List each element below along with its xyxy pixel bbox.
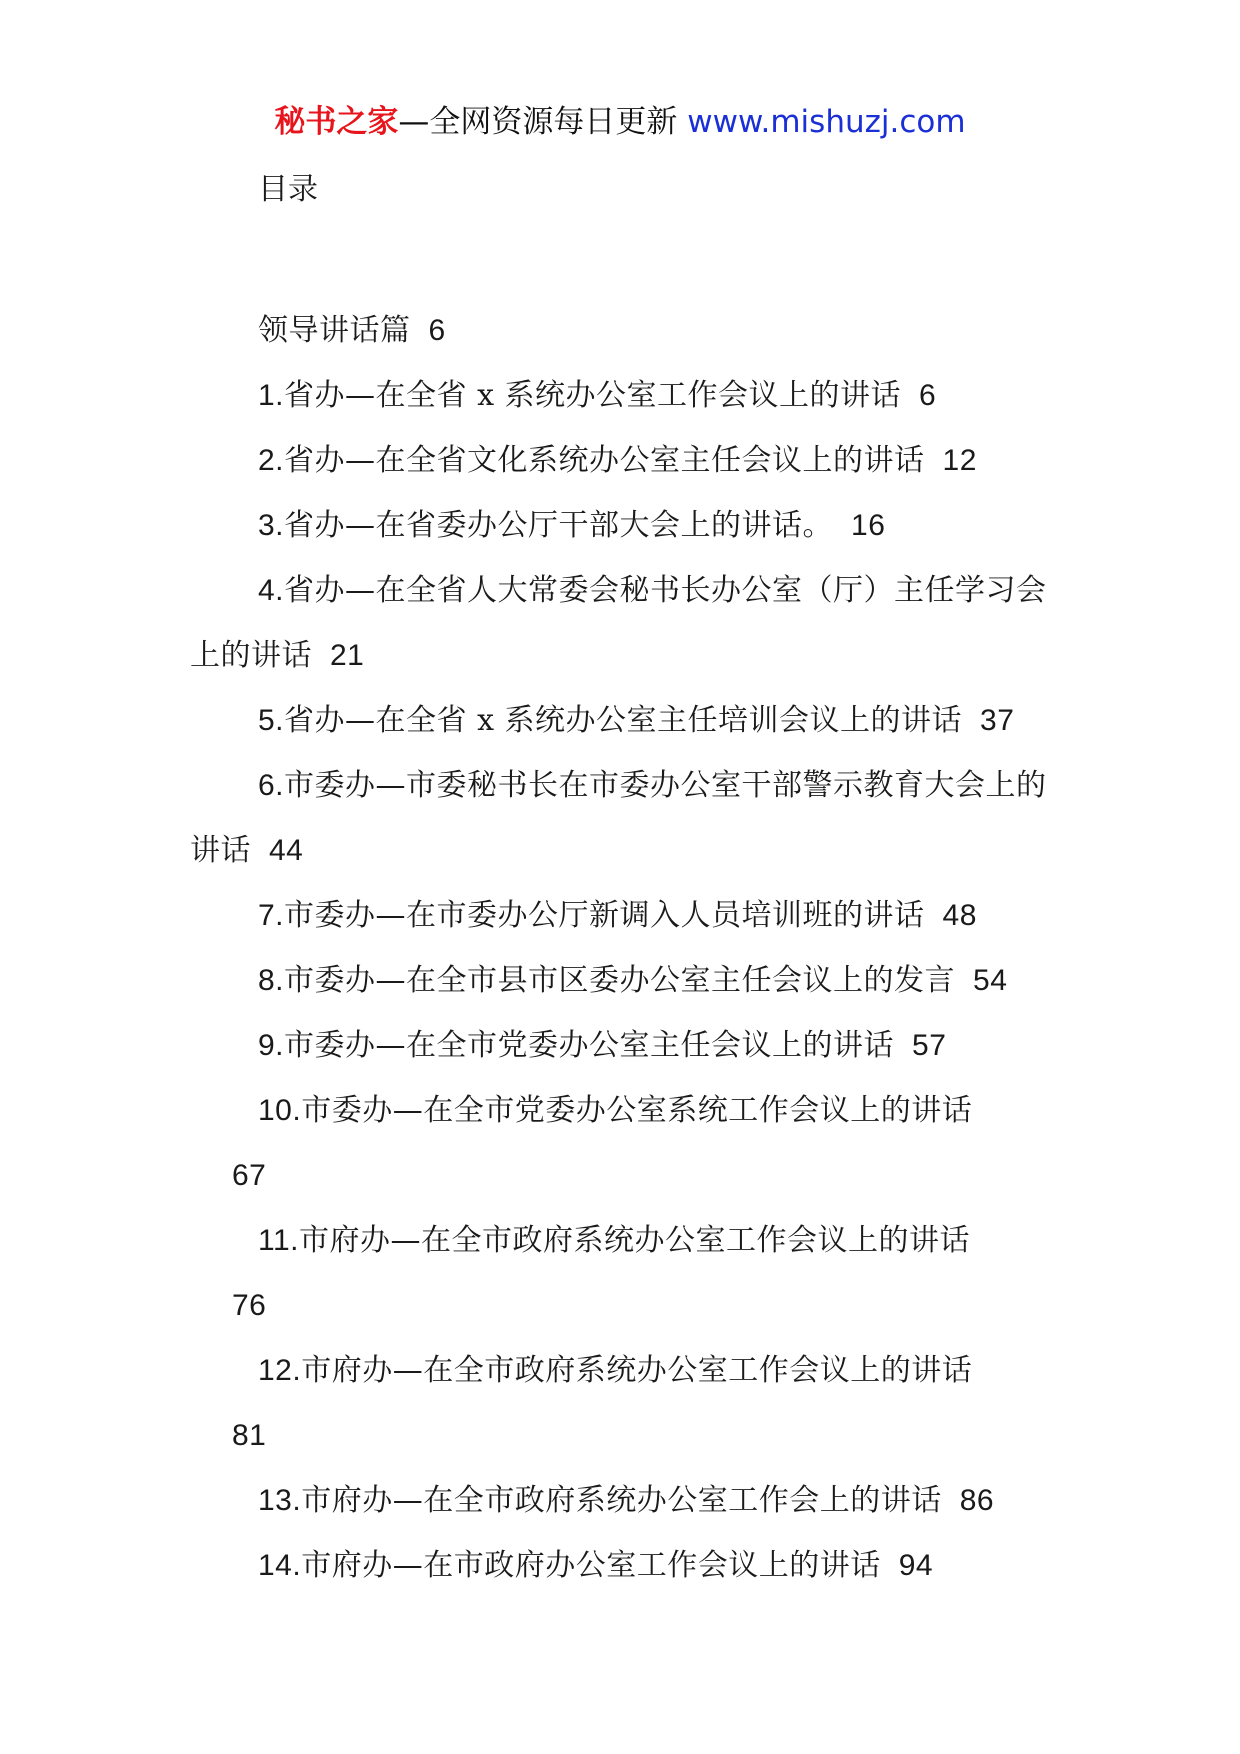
toc-entry-page: 44 xyxy=(269,834,304,867)
toc-entry-number: 5. xyxy=(258,704,285,737)
toc-entry-number: 7. xyxy=(258,899,285,932)
toc-entry-page: 81 xyxy=(232,1419,267,1452)
toc-entry-text: 市委办—在市委办公厅新调入人员培训班的讲话 xyxy=(284,898,925,933)
toc-entry-page: 6 xyxy=(919,379,937,412)
toc-entry-number: 12. xyxy=(258,1354,302,1387)
toc-entry-text: 市府办—在市政府办公室工作会议上的讲话 xyxy=(301,1548,881,1583)
toc-entry-number: 6. xyxy=(258,769,285,802)
toc-entry-text: 市委办—在全市党委办公室系统工作会议上的讲话 xyxy=(301,1093,973,1128)
toc-entry[interactable] xyxy=(190,688,1058,753)
toc-section-label: 领导讲话篇 xyxy=(258,313,411,348)
toc-entry[interactable] xyxy=(190,1013,1058,1078)
toc-entry-text: 省办—在全省 x 系统办公室工作会议上的讲话 xyxy=(284,378,902,413)
toc-entry-page: 76 xyxy=(232,1289,267,1322)
toc-section-heading[interactable] xyxy=(190,298,1058,363)
toc-entry-number: 8. xyxy=(258,964,285,997)
toc-entry-text: 市府办—在全市政府系统办公室工作会议上的讲话 xyxy=(298,1223,970,1258)
toc-entry[interactable] xyxy=(190,428,1058,493)
table-of-contents xyxy=(190,298,1058,1598)
toc-entry-number: 11. xyxy=(258,1224,299,1257)
toc-entry-page: 67 xyxy=(232,1159,267,1192)
toc-entry-text: 市府办—在全市政府系统办公室工作会上的讲话 xyxy=(301,1483,942,1518)
site-slogan: —全网资源每日更新 xyxy=(398,104,678,140)
toc-entry-text: 市委办—在全市县市区委办公室主任会议上的发言 xyxy=(284,963,956,998)
toc-entry[interactable] xyxy=(190,558,1058,688)
toc-entry-number: 10. xyxy=(258,1094,302,1127)
toc-entry-page: 37 xyxy=(980,704,1015,737)
toc-entry[interactable] xyxy=(190,753,1058,883)
toc-entry-number: 13. xyxy=(258,1484,302,1517)
toc-entry[interactable] xyxy=(190,1468,1058,1533)
toc-entry[interactable] xyxy=(190,493,1058,558)
toc-entry-text: 省办—在全省 x 系统办公室主任培训会议上的讲话 xyxy=(284,703,963,738)
toc-title: 目录 xyxy=(258,172,318,207)
toc-entry[interactable] xyxy=(190,883,1058,948)
toc-entry[interactable] xyxy=(190,1078,1058,1208)
toc-entry-page: 86 xyxy=(959,1484,995,1517)
toc-entry-number: 1. xyxy=(258,379,285,412)
toc-section-page: 6 xyxy=(428,314,446,347)
toc-entry[interactable] xyxy=(190,1338,1058,1468)
toc-entry-page: 48 xyxy=(942,899,977,932)
toc-entry[interactable] xyxy=(190,1208,1058,1338)
toc-entry-number: 14. xyxy=(258,1549,302,1582)
toc-entry-page: 54 xyxy=(973,964,1008,997)
site-url-link[interactable]: www.mishuzj.com xyxy=(687,104,966,140)
toc-entry[interactable] xyxy=(190,363,1058,428)
toc-entry-number: 3. xyxy=(258,509,285,542)
toc-entry-number: 4. xyxy=(258,574,285,607)
site-brand: 秘书之家 xyxy=(274,104,399,140)
toc-entry-number: 2. xyxy=(258,444,285,477)
toc-entry[interactable] xyxy=(190,1533,1058,1598)
toc-entry-number: 9. xyxy=(258,1029,285,1062)
toc-entry-page: 57 xyxy=(912,1029,947,1062)
toc-entry-text: 省办—在全省文化系统办公室主任会议上的讲话 xyxy=(284,443,925,478)
toc-entry-page: 94 xyxy=(898,1549,934,1582)
toc-entry-text: 市府办—在全市政府系统办公室工作会议上的讲话 xyxy=(301,1353,973,1388)
site-banner xyxy=(0,100,1240,144)
toc-entry[interactable] xyxy=(190,948,1058,1013)
toc-entry-page: 16 xyxy=(851,509,886,542)
toc-entry-page: 21 xyxy=(330,639,365,672)
toc-entry-text: 省办—在全省人大常委会秘书长办公室（厅）主任学习会上的讲话 xyxy=(190,573,1047,673)
toc-entry-text: 省办—在省委办公厅干部大会上的讲话。 xyxy=(284,508,834,543)
toc-entry-page: 12 xyxy=(942,444,977,477)
toc-entry-text: 市委办—在全市党委办公室主任会议上的讲话 xyxy=(284,1028,895,1063)
toc-entry-text: 市委办—市委秘书长在市委办公室干部警示教育大会上的讲话 xyxy=(190,768,1047,868)
